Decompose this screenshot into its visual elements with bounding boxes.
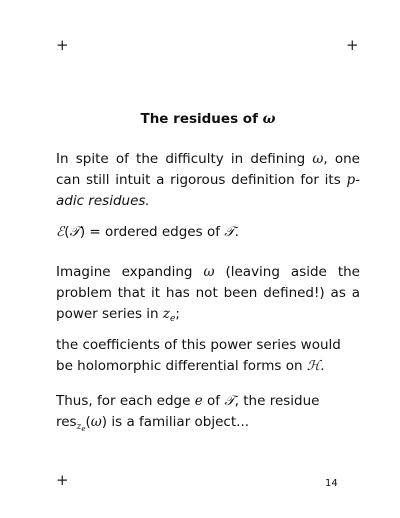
p3-z-subscript: e xyxy=(170,314,176,324)
p3-text-b: (leaving aside the problem that it has not been defined!) as a power series in xyxy=(56,264,360,322)
p2-E: ℰ xyxy=(56,224,65,240)
p2-T: 𝒯 xyxy=(69,224,80,240)
p5-z: z xyxy=(76,422,82,432)
page-title xyxy=(56,111,360,127)
page-number: 14 xyxy=(325,478,338,489)
p4-text-a: the coefficients of this power series would be holomorphic differential forms on xyxy=(56,337,341,374)
paragraph-residue xyxy=(56,391,360,440)
title-omega: ω xyxy=(262,111,276,127)
p2-rparen: ) xyxy=(79,224,86,240)
p3-omega: ω xyxy=(203,264,215,280)
p4-H: ℋ xyxy=(306,358,321,374)
p2-dot: . xyxy=(234,224,239,240)
p1-text-c: -adic residues. xyxy=(56,172,360,209)
p1-text-a: In spite of the difficulty in defining xyxy=(56,151,313,167)
p1-omega: ω xyxy=(312,151,324,167)
p2-text: ordered edges of xyxy=(105,224,225,240)
p5-text-g: is a familiar object... xyxy=(107,414,250,430)
p4-text-b: . xyxy=(320,358,325,374)
p5-e: e xyxy=(194,393,203,409)
title-text: The residues of xyxy=(140,111,263,127)
p5-text-c: , the residue res xyxy=(56,393,320,430)
p2-lparen: ( xyxy=(64,224,70,240)
p5-T: 𝒯 xyxy=(224,393,235,409)
p3-z: z xyxy=(162,306,171,322)
p2-equals: = xyxy=(85,224,105,240)
p3-text-c: ; xyxy=(175,306,180,322)
p3-text-a: Imagine expanding xyxy=(56,264,204,280)
paragraph-edges-definition xyxy=(56,222,360,243)
crop-mark-top-left: + xyxy=(56,36,69,54)
crop-mark-bottom-left: + xyxy=(56,471,69,489)
p5-text-b: of xyxy=(202,393,225,409)
p1-p: p xyxy=(346,172,356,188)
p2-T2: 𝒯 xyxy=(224,224,235,240)
p5-z-subscript: e xyxy=(81,425,86,433)
p1-text-b: , one can still intuit a rigorous definition for its xyxy=(56,151,360,188)
p5-rparen: ) xyxy=(101,414,108,430)
p5-res-subscript xyxy=(77,422,86,432)
paragraph-expansion xyxy=(56,262,360,330)
p5-lparen: ( xyxy=(85,414,91,430)
paragraph-intro xyxy=(56,149,360,212)
p5-omega: ω xyxy=(90,414,102,430)
p5-text-a: Thus, for each edge xyxy=(56,393,195,409)
crop-mark-top-right: + xyxy=(346,36,359,54)
paragraph-coefficients xyxy=(56,335,360,377)
